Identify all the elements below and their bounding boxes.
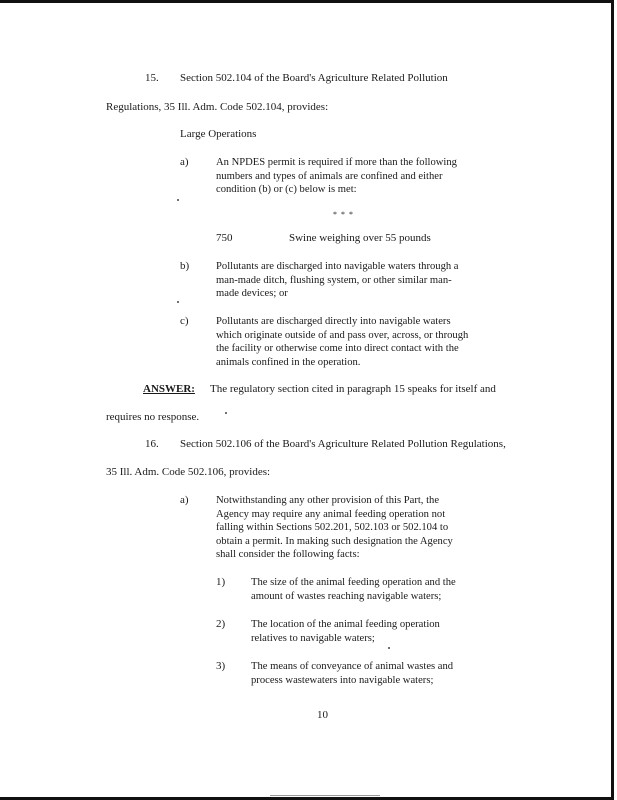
ellipsis-stars: * * * — [333, 210, 354, 219]
para16-a-label: a) — [180, 494, 189, 506]
answer-label: ANSWER: — [143, 383, 195, 395]
page-number: 10 — [317, 709, 328, 721]
subitem-2-label: 2) — [216, 618, 226, 630]
subitem-1-text: The size of the animal feeding operation and the amount of wastes reaching navigable waters; — [251, 577, 456, 602]
item-b-text: Pollutants are discharged into navigable waters through a man-made ditch, flushing system, or other similar man- made devices; or — [216, 261, 459, 300]
para16-line2: 35 Ill. Adm. Code 502.106, provides: — [106, 466, 271, 478]
scan-speck — [225, 412, 227, 414]
subitem-3-label: 3) — [216, 660, 226, 672]
scan-edge-mark — [270, 795, 380, 796]
item-c-label: c) — [180, 315, 189, 327]
large-operations-heading: Large Operations — [180, 128, 257, 140]
para15-number: 15. — [145, 72, 159, 84]
scan-speck — [388, 647, 390, 649]
scan-speck — [177, 199, 179, 201]
scan-speck — [177, 301, 179, 303]
subitem-1-label: 1) — [216, 576, 226, 588]
para16-a-text: Notwithstanding any other provision of this Part, the Agency may require any animal feeding operation not falling within Sections 502.201, 502.103 or 502.104 to obtain a permit. In making such designation the Agency shall consider the following facts: — [216, 495, 453, 561]
para15-line2: Regulations, 35 Ill. Adm. Code 502.104, provides: — [106, 101, 329, 113]
item-a-label: a) — [180, 156, 189, 168]
para16-number: 16. — [145, 438, 159, 450]
item-b-label: b) — [180, 260, 190, 272]
subitem-3-text: The means of conveyance of animal wastes and process wastewaters into navigable waters; — [251, 661, 454, 686]
item-a-text: An NPDES permit is required if more than the following numbers and types of animals are confined and either condition (b) or (c) below is met: — [216, 157, 457, 196]
para16-line1: Section 502.106 of the Board's Agriculture Related Pollution Regulations, — [180, 438, 506, 450]
swine-count: 750 — [216, 232, 233, 244]
answer-line2: requires no response. — [106, 411, 200, 423]
item-c-text: Pollutants are discharged directly into navigable waters which originate outside of and pass over, across, or through the facility or otherwise come into direct contact with the animals confined in the operation. — [216, 316, 469, 368]
answer-line1: The regulatory section cited in paragraph 15 speaks for itself and — [210, 383, 496, 395]
subitem-2-text: The location of the animal feeding operation relatives to navigable waters; — [251, 619, 440, 644]
swine-description: Swine weighing over 55 pounds — [289, 232, 431, 244]
para15-line1: Section 502.104 of the Board's Agriculture Related Pollution — [180, 72, 448, 84]
